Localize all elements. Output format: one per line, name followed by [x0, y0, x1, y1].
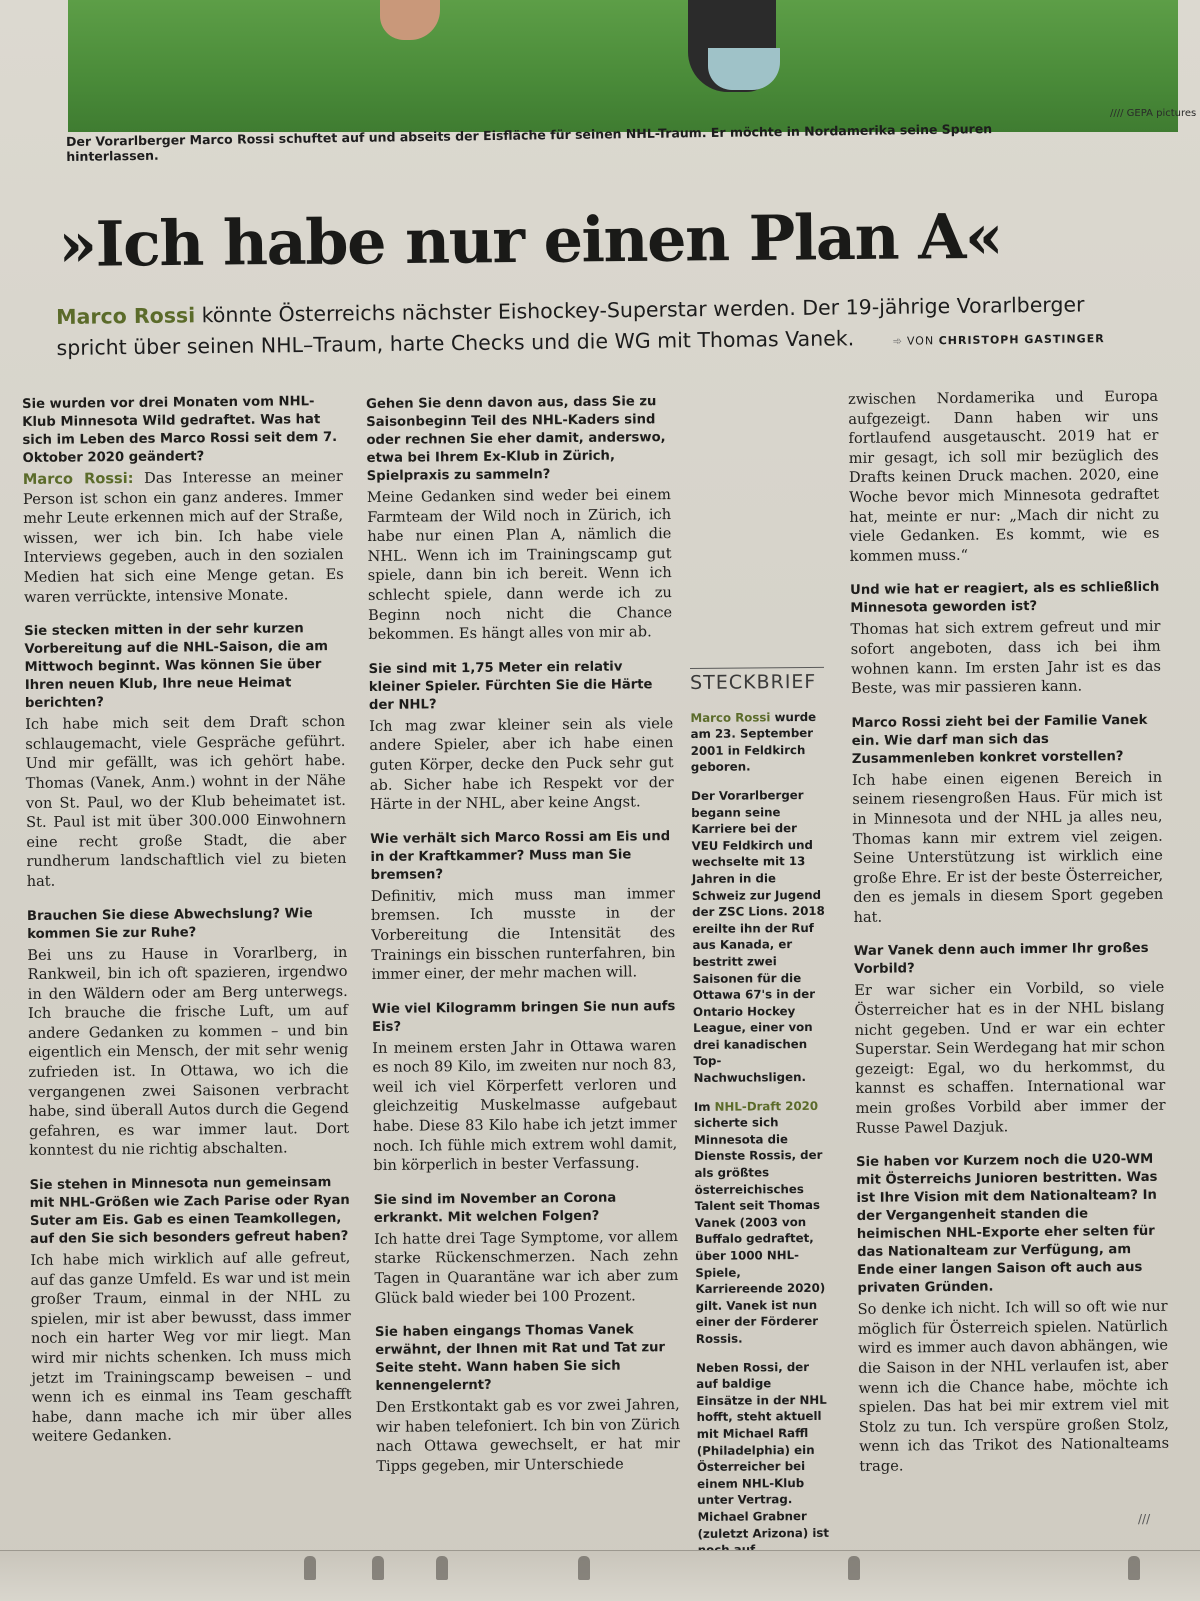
binder-pin: [304, 1556, 316, 1580]
interview-question: Sie stecken mitten in der sehr kurzen Vorbereitung auf die NHL-Saison, die am Mittwoch beginnt. Was können Sie über Ihren neuen Klub, Ihre neue Heimat berichten?: [24, 621, 329, 712]
steckbrief-highlight: Marco Rossi: [690, 709, 771, 725]
steckbrief-paragraph: [694, 1097, 830, 1347]
lead-text: könnte Österreichs nächster Eishockey-Superstar werden. Der 19-jährige Vorarlberger spricht über seinen NHL–Traum, harte Checks und die WG mit Thomas Vanek.: [56, 292, 1085, 360]
steckbrief-title: STECKBRIEF: [690, 670, 817, 694]
byline: [893, 332, 1105, 348]
article-column-4: [848, 387, 1170, 1493]
interview-answer: Er war sicher ein Vorbild, so viele Österreicher hat es in der NHL bislang nicht gegeben. Und er war ein echter Superstar. Sein Werdegang hat mir schon gezeigt: Egal, wo du herkommst, du kannst es schaffen. International war mein großes Vorbild aber immer der Russe Pawel Dazjuk.: [854, 979, 1166, 1137]
steckbrief-text: Im: [693, 1099, 715, 1114]
interview-answer: In meinem ersten Jahr in Ottawa waren es noch 89 Kilo, im zweiten nur noch 83, weil ich viel Körperfett verloren und gleichzeitig Muskelmasse aufgebaut habe. Diese 83 Kilo habe ich jetzt immer noch. Ich fühle mich extrem wohl damit, bin körperlich in bester Verfassung.: [372, 1036, 678, 1175]
steckbrief-paragraph: Neben Rossi, der auf baldige Einsätze in der NHL hofft, steht aktuell mit Michael Raffl (Philadelphia) ein Österreicher bei einem NHL-Klub unter Vertrag. Michael Grabner (zuletzt Arizona) ist: [696, 1359, 830, 1541]
interview-question: Sie sind im November an Corona erkrankt. Mit welchen Folgen?: [373, 1190, 617, 1226]
headline: »Ich habe nur einen Plan A«: [58, 199, 1003, 281]
interview-answer: Den Erstkontakt gab es vor zwei Jahren, wir haben telefoniert. Ich bin von Zürich nach Ottawa gewechselt, er hat mir Tipps gegeben, mir Unterschiede: [375, 1396, 681, 1475]
binder-pin: [578, 1556, 590, 1580]
arrow-icon: ➾: [892, 334, 904, 348]
answer-text: Das Interesse an meiner Person ist schon ein ganz anderes. Immer mehr Leute erkennen mich auf der Straße, wissen, wer ich bin. Ich habe viele Interviews gegeben, auch in den sozialen Medien hat sich eine Menge getan. Es waren verrückte, intensive Monate.: [22, 467, 344, 606]
byline-prefix: VON: [906, 334, 935, 348]
interview-answer: Meine Gedanken sind weder bei einem Farmteam der Wild noch in Zürich, ich habe nur einen Plan A, nämlich die NHL. Wenn ich im Trainingscamp gut spiele, dann bin ich bereit. Wenn ich schlecht spiele, dann werde ich zu Beginn noch nicht die Chance bekommen. Es hängt alles von mir ab.: [366, 486, 673, 644]
interview-question: War Vanek denn auch immer Ihr großes Vorbild?: [853, 941, 1149, 978]
article-column-2: [366, 393, 681, 1492]
photo-hand: [380, 0, 440, 40]
interview-answer: Bei uns zu Hause in Vorarlberg, in Rankweil, bin ich oft spazieren, irgendwo in den Wäldern oder am Berg unterwegs. Ich brauche die frische Luft, um auf andere Gedanken zu kommen – und bin eigentlich ein Mensch, der mit sehr wenig zufrieden ist. In Ottawa, wo ich die vergangenen zwei Saisonen verbracht habe, sind überall Autos durch die Gegend gefahren, es war immer laut. Dort konntest du nie richtig abschalten.: [27, 943, 350, 1160]
article-column-1: [22, 393, 352, 1463]
steckbrief-paragraph: Der Vorarlberger begann seine Karriere bei der VEU Feldkirch und wechselte mit 13 Jahren in die Schweiz zur Jugend der ZSC Lions. 2018 ereilte ihn der Ruf aus Kanada, er bestritt zwei Saisonen für die Ottawa 67's in der Ontario Hockey League, einer von drei kanadischen Top-Nachwuchsligen.: [691, 787, 825, 1086]
interview-question: Wie verhält sich Marco Rossi am Eis und in der Kraftkammer? Muss man Sie bremsen?: [370, 828, 671, 883]
interview-question: Brauchen Sie diese Abwechslung? Wie kommen Sie zur Ruhe?: [26, 905, 313, 942]
interview-question: Sie sind mit 1,75 Meter ein relativ kleiner Spieler. Fürchten Sie die Härte der NHL?: [368, 659, 653, 713]
interview-answer: Ich habe mich seit dem Draft schon schlaugemacht, viele Gespräche geführt. Und mir gefällt, was ich gehört habe. Thomas (Vanek, Anm.) wohnt in der Nähe von St. Paul, wo der Klub beheimatet ist. St. Paul ist mit über 300.000 Einwohnern eine recht große Stadt, die aber rundherum landschaftlich viel zu bieten hat.: [25, 713, 347, 890]
interview-answer: Ich hatte drei Tage Symptome, vor allem starke Rückenschmerzen. Nach zehn Tagen in Quarantäne war ich aber zum Glück bald wieder bei 100 Prozent.: [374, 1227, 679, 1307]
interview-question: Sie wurden vor drei Monaten vom NHL-Klub Minnesota Wild gedraftet. Was hat sich im Leben des Marco Rossi seit dem 7. Oktober 2020 geändert?: [22, 394, 338, 466]
lead-name: Marco Rossi: [56, 303, 196, 329]
steckbrief-highlight: NHL-Draft 2020: [714, 1098, 819, 1114]
steckbrief-box: [690, 667, 832, 1592]
interview-answer: Ich habe einen eigenen Bereich in seinem riesengroßen Haus. Für mich ist in Minnesota und der NHL ja alles neu, Thomas kann mir extrem viel zeigen. Seine Unterstützung ist wirklich eine große Ehre. Er ist der beste Österreicher, den es jemals in diesem Sport gegeben hat.: [851, 768, 1164, 926]
interview-answer: Ich mag zwar kleiner sein als viele andere Spieler, aber ich habe einen guten Körper, decke den Puck sehr gut ab. Sicher habe ich Respekt vor der Härte in der NHL, aber keine Angst.: [369, 714, 674, 814]
interview-question: Gehen Sie denn davon aus, dass Sie zu Saisonbeginn Teil des NHL-Kaders sind oder rechnen Sie eher damit, anderswo, etwa bei Ihrem Ex-Klub in Zürich, Spielpraxis zu sammeln?: [366, 394, 666, 484]
interview-question: Sie haben eingangs Thomas Vanek erwähnt, der Ihnen mit Rat und Tat zur Seite steht. Wann haben Sie sich kennengelernt?: [374, 1322, 666, 1395]
interview-question: Marco Rossi zieht bei der Familie Vanek ein. Wie darf man sich das Zusammenleben konkret vorstellen?: [851, 712, 1148, 767]
page-bottom-strip: [0, 1550, 1200, 1601]
photo-credit: //// GEPA pictures: [1110, 108, 1197, 119]
binder-pin: [436, 1556, 448, 1580]
interview-question: Sie haben vor Kurzem noch die U20-WM mit Österreichs Junioren bestritten. Was ist Ihre Vision mit dem Nationalteam? In der Vergangenheit standen die heimischen NHL-Exporte eher selten für das Nationalteam zur Verfügung, am Ende einer langen Saison oft auch aus privaten Gründen.: [856, 1152, 1158, 1297]
binder-pin: [1128, 1556, 1140, 1580]
interview-answer: Definitiv, mich muss man immer bremsen. Ich musste in der Vorbereitung die Intensität des Trainings ein bisschen runterfahren, bin immer einer, der mehr machen will.: [370, 884, 676, 984]
binder-pin: [848, 1556, 860, 1580]
interview-question: Sie stehen in Minnesota nun gemeinsam mit NHL-Größen wie Zach Parise oder Ryan Suter am Eis. Gab es einen Teamkollegen, auf den Sie sich besonders gefreut haben?: [29, 1175, 350, 1247]
steckbrief-text: wurde am 23. September 2001 in Feldkirch geboren.: [690, 709, 817, 775]
answer-speaker: Marco Rossi:: [22, 469, 134, 488]
byline-author: CHRISTOPH GASTINGER: [938, 332, 1105, 348]
interview-answer: zwischen Nordamerika und Europa aufgezeigt. Dann haben wir uns fortlaufend ausgetauscht. 2019 hat er mir gesagt, ich soll mir bezüglich des Drafts keinen Druck machen. 2020, eine Woche bevor mich Minnesota gedraftet hat, meinte er nur: „Mach dir nicht zu viele Gedanken. Es kommt, wie es kommen muss.“: [848, 387, 1160, 565]
steckbrief-paragraph: [690, 708, 825, 776]
article-photo: [68, 0, 1178, 132]
steckbrief-text: sicherte sich Minnesota die Dienste Rossis, der als größtes österreichisches Talent seit Thomas Vanek (2003 von Buffalo gedraftet, über 1000 NHL-Spiele, Karriereende 2020) gilt. Vanek ist nun einer der Förderer Rossis.: [693, 1115, 826, 1346]
interview-question: Wie viel Kilogramm bringen Sie nun aufs Eis?: [371, 998, 676, 1035]
interview-answer: Thomas hat sich extrem gefreut und mir sofort angeboten, dass ich bei ihm wohnen kann. Im ersten Jahr ist es das Beste, was mir passieren kann.: [850, 618, 1161, 698]
end-mark: ///: [1138, 1512, 1151, 1526]
photo-skate-sole: [708, 48, 780, 90]
binder-pin: [372, 1556, 384, 1580]
interview-answer: [23, 467, 344, 607]
lead-paragraph: [56, 289, 1157, 367]
photo-caption: Der Vorarlberger Marco Rossi schuftet auf und abseits der Eisfläche für seinen NHL-Traum. Er möchte in Nordamerika seine Spuren hinterlassen.: [66, 121, 993, 164]
interview-question: Und wie hat er reagiert, als es schließlich Minnesota geworden ist?: [850, 580, 1160, 617]
interview-answer: So denke ich nicht. Ich will so oft wie nur möglich für Österreich spielen. Natürlich wird es immer auch davon abhängen, wie die Saison in der NHL verlaufen ist, aber wenn ich die Chance habe, möchte ich spielen. Das hat bei mir extrem viel mit Stolz zu tun. Ich verspüre großen Stolz, wenn ich das Trikot des Nationalteams trage.: [857, 1297, 1170, 1475]
interview-answer: Ich habe mich wirklich auf alle gefreut, auf das ganze Umfeld. Es war und ist mein großer Traum, einmal in der NHL zu spielen, mir ist aber bewusst, dass immer noch ein harter Weg vor mir liegt. Man wird mir nichts schenken. Ich muss mich jetzt im Trainingscamp beweisen – und wenn ich es einmal ins Team geschafft habe, dann mache ich mir über alles weitere Gedanken.: [30, 1248, 352, 1446]
